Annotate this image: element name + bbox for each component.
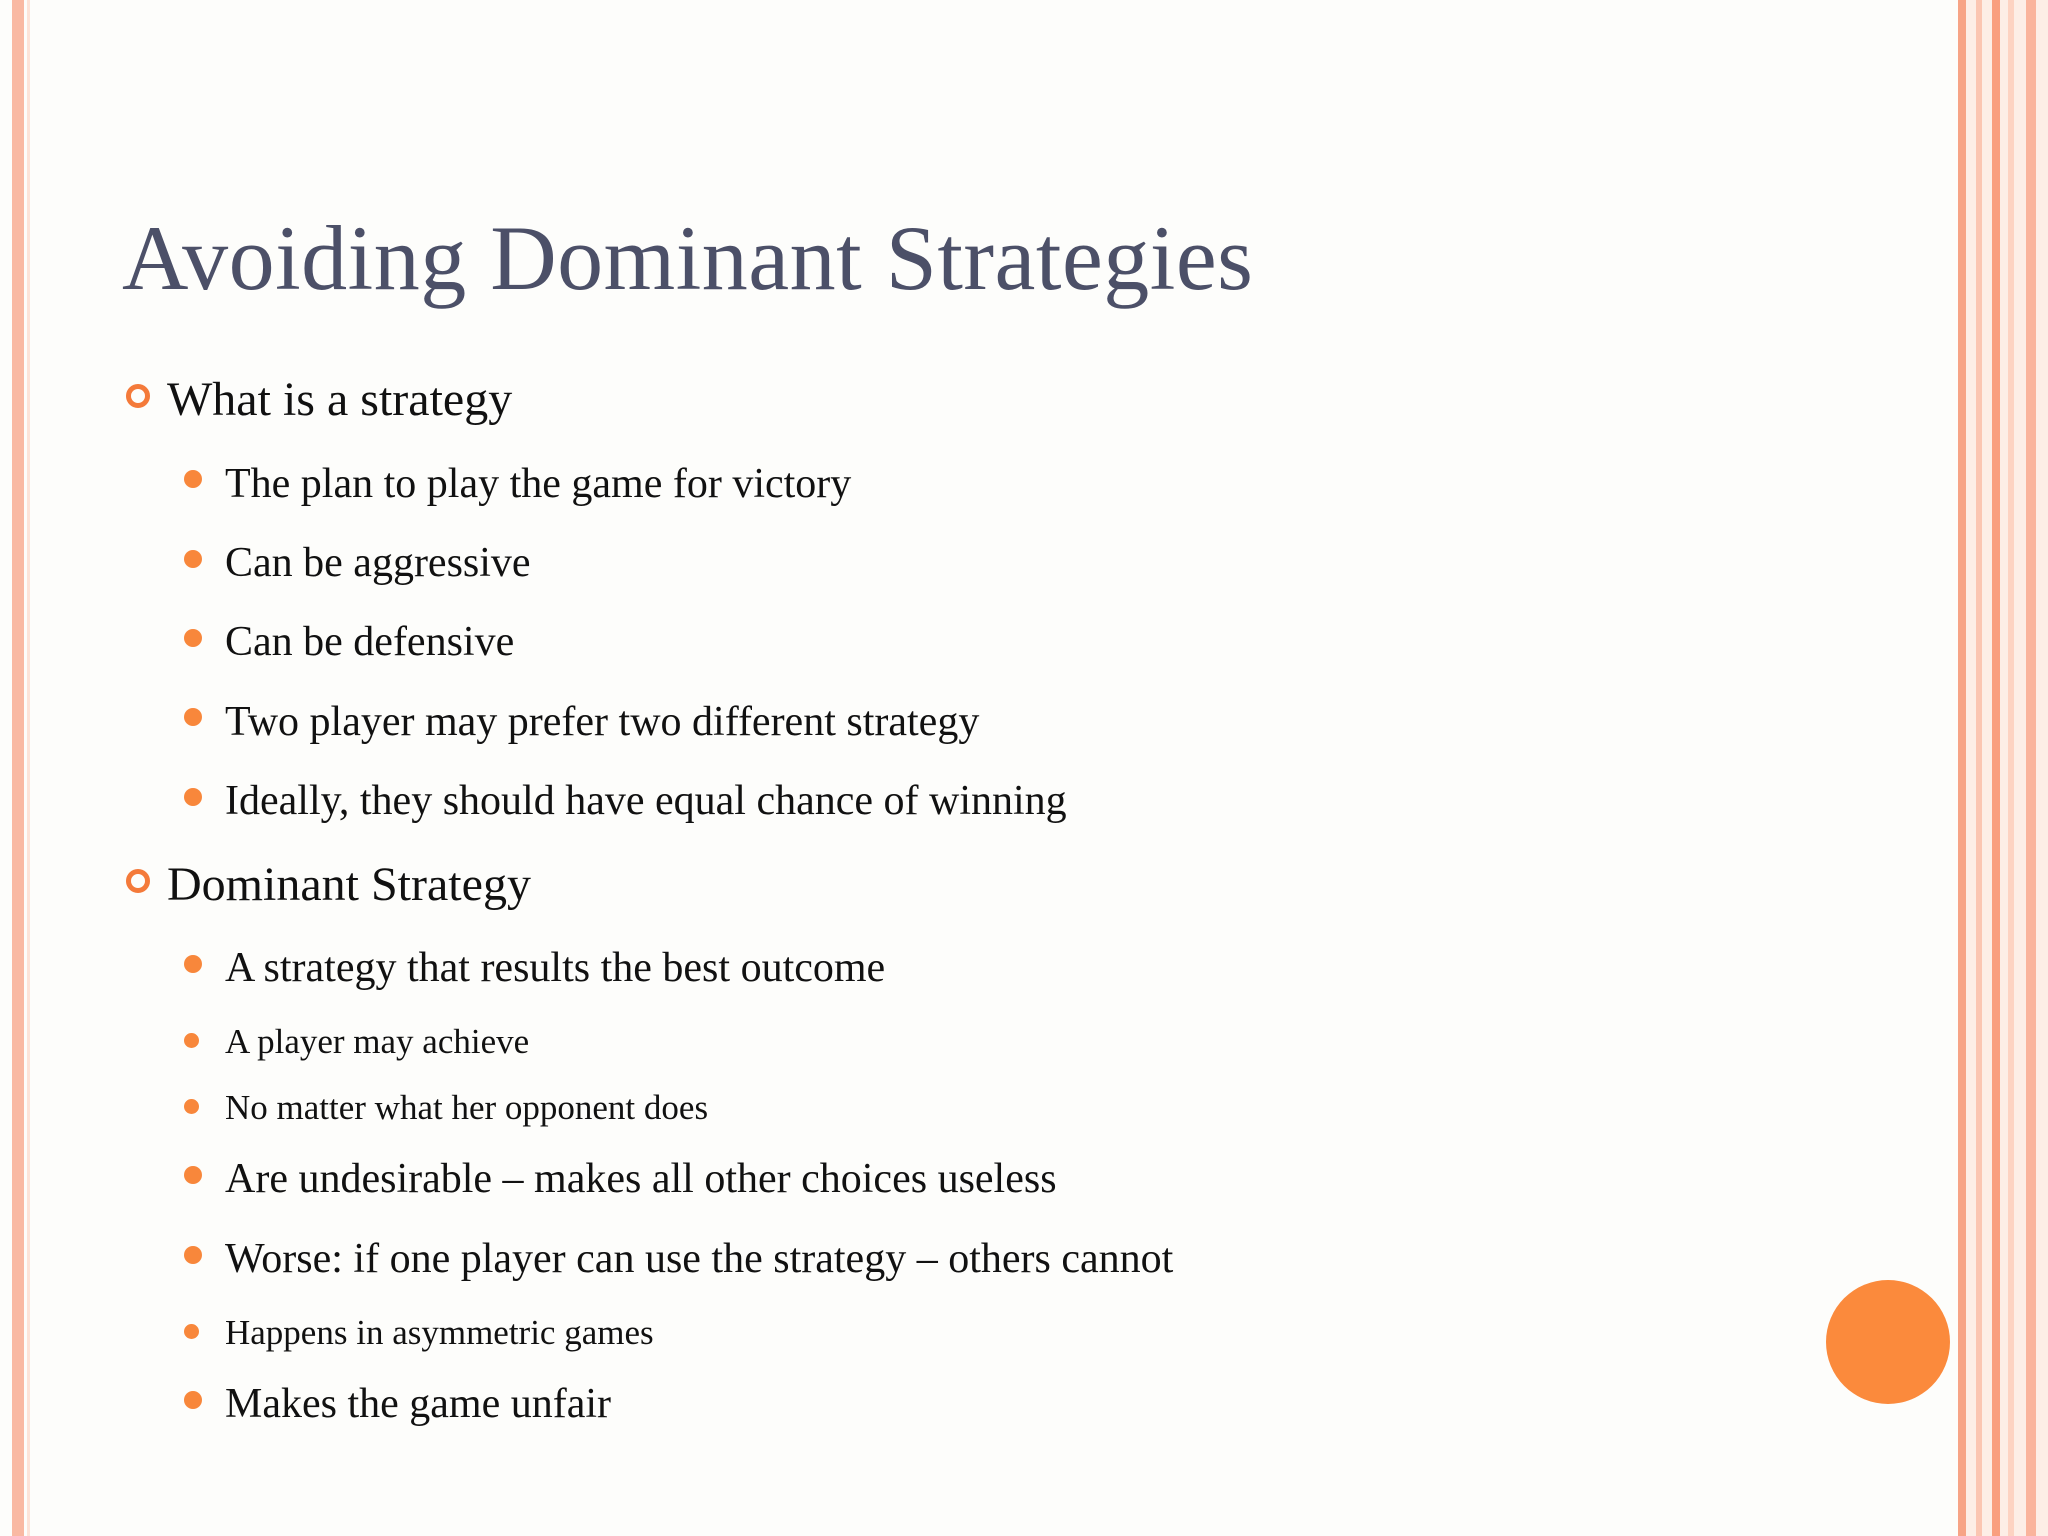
bullet-item: Two player may prefer two different strategy (225, 699, 980, 745)
bullet-item: No matter what her opponent does (225, 1088, 709, 1127)
dot-bullet-icon (184, 1246, 202, 1264)
dot-bullet-icon (184, 629, 202, 647)
left-border-thin-stripe (27, 0, 30, 1536)
dot-bullet-icon (184, 788, 202, 806)
right-stripe (2026, 0, 2036, 1536)
bullet-item: Ideally, they should have equal chance of winning (225, 778, 1067, 824)
dot-bullet-icon (184, 470, 202, 488)
right-stripe (1992, 0, 2000, 1536)
bullet-item: Can be aggressive (225, 540, 531, 586)
dot-bullet-icon (184, 708, 202, 726)
dot-bullet-icon (184, 1033, 199, 1048)
left-border-stripe (12, 0, 24, 1536)
bullet-item: Makes the game unfair (225, 1381, 612, 1427)
bullet-item: Happens in asymmetric games (225, 1313, 654, 1352)
bullet-item: Worse: if one player can use the strategy – others cannot (225, 1236, 1174, 1282)
right-stripe (1976, 0, 1982, 1536)
dot-bullet-icon (184, 1391, 202, 1409)
ring-bullet-icon (126, 869, 150, 893)
decorative-orange-circle (1826, 1280, 1950, 1404)
dot-bullet-icon (184, 955, 202, 973)
dot-bullet-icon (184, 1324, 199, 1339)
section-heading: Dominant Strategy (167, 858, 531, 911)
right-stripe (2008, 0, 2014, 1536)
bullet-item: Are undesirable – makes all other choices useless (225, 1156, 1057, 1202)
right-stripe (1958, 0, 1966, 1536)
dot-bullet-icon (184, 1166, 202, 1184)
bullet-item: A player may achieve (225, 1022, 530, 1061)
dot-bullet-icon (184, 550, 202, 568)
ring-bullet-icon (126, 384, 150, 408)
slide-title: Avoiding Dominant Strategies (122, 207, 1254, 309)
dot-bullet-icon (184, 1099, 199, 1114)
section-heading: What is a strategy (167, 373, 513, 426)
bullet-item: The plan to play the game for victory (225, 461, 852, 507)
bullet-item: A strategy that results the best outcome (225, 945, 886, 991)
bullet-item: Can be defensive (225, 619, 515, 665)
